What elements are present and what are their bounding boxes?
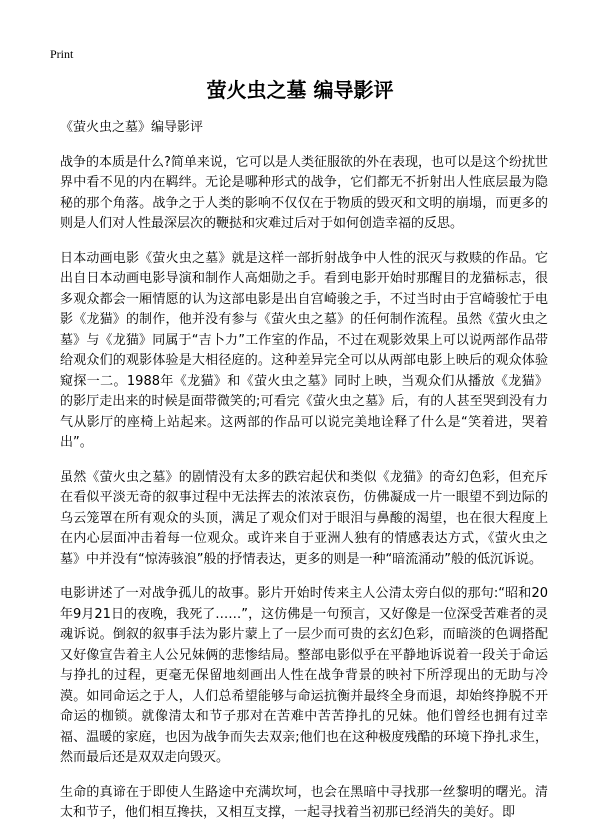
paragraph-3: 虽然《萤火虫之墓》的剧情没有太多的跌宕起伏和类似《龙猫》的奇幻色彩，但充斥在看似平淡无奇的叙事过程中无法挥去的浓浓哀伤，仿佛凝成一片一眼望不到边际的乌云笼罩在所有观众的头顶，满足了观众们对于眼泪与鼻酸的渴望，也在很大程度上在内心层面冲击着每一位观众。或许来自于亚洲人独有的情感表达方式，《萤火虫之墓》中并没有“惊涛骇浪”般的抒情表达，更多的则是一种“暗流涌动”般的低沉诉说。	[60, 469, 548, 567]
paragraph-1: 战争的本质是什么?简单来说，它可以是人类征服欲的外在表现，也可以是这个纷扰世界中看不见的内在羁绊。无论是哪种形式的战争，它们都无不折射出人性底层最为隐秘的那个角落。战争之于人类的影响不仅仅在于物质的毁灭和文明的崩塌，而更多的则是人们对人性最深层次的鞭挞和灾难过后对于如何创造幸福的反思。	[60, 154, 548, 231]
article-subtitle: 《萤火虫之墓》编导影评	[60, 120, 204, 135]
article-body	[60, 118, 548, 838]
paragraph-4: 电影讲述了一对战争孤儿的故事。影片开始时传来主人公清太旁白似的那句:“昭和20年9月21日的夜晚，我死了……”，这仿佛是一句预言，又好像是一位深受苦难者的灵魂诉说。倒叙的叙事手法为影片蒙上了一层少而可贵的玄幻色彩，而暗淡的色调搭配又好像宣告着主人公兄妹俩的悲惨结局。整部电影似乎在平静地诉说着一段关于命运与挣扎的过程，更毫无保留地刻画出人性在战争背景的映衬下所浮现出的无助与冷漠。如同命运之于人，人们总希望能够与命运抗衡并最终全身而退，却始终挣脱不开命运的枷锁。就像清太和节子那对在苦难中苦苦挣扎的兄妹。他们曾经也拥有过幸福、温暖的家庭，也因为战争而失去双亲;他们也在这种极度残酷的环境下挣扎求生，然而最后还是双双走向毁灭。	[60, 586, 548, 765]
paragraph-2: 日本动画电影《萤火虫之墓》就是这样一部折射战争中人性的泯灭与救赎的作品。它出自日本动画电影导演和制作人高畑勋之手。看到电影开始时那醒目的龙猫标志，很多观众都会一厢情愿的认为这部电影是出自宫崎骏之手，不过当时由于宫崎骏忙于电影《龙猫》的制作，他并没有参与《萤火虫之墓》的任何制作流程。虽然《萤火虫之墓》与《龙猫》同属于“吉卜力”工作室的作品，不过在观影效果上可以说两部作品带给观众们的观影体验是大相径庭的。这种差异完全可以从两部电影上映后的观众体验窥探一二。1988年《龙猫》和《萤火虫之墓》同时上映，当观众们从播放《龙猫》的影厅走出来的时候是面带微笑的;可看完《萤火虫之墓》后，有的人甚至哭到没有力气从影厅的座椅上站起来。这两部的作品可以说完美地诠释了什么是“笑着进，哭着出”。	[60, 250, 548, 450]
paragraph-5: 生命的真谛在于即使人生路途中充满坎坷，也会在黑暗中寻找那一丝黎明的曙光。清太和节子，他们相互搀扶，又相互支撑，一起寻找着当初那已经消失的美好。即	[60, 784, 548, 820]
print-link[interactable]: Print	[50, 47, 74, 61]
page-title: 萤火虫之墓 编导影评	[206, 78, 394, 102]
